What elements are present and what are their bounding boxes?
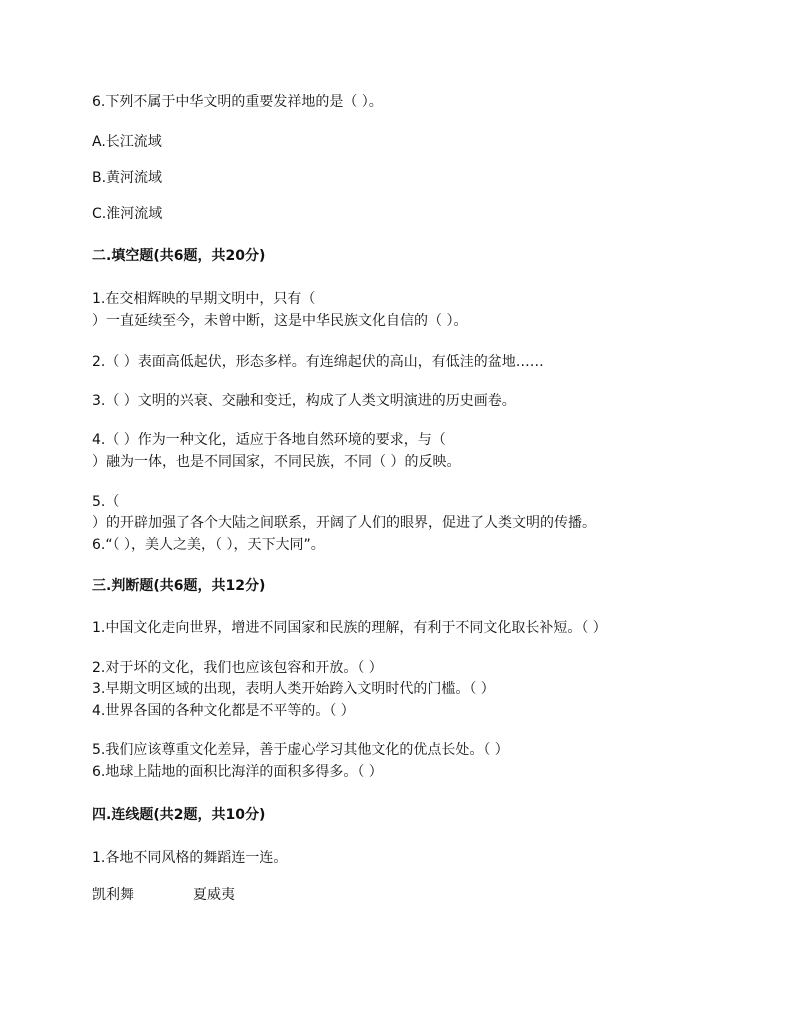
fill-item-3: 3.（ ）文明的兴衰、交融和变迁，构成了人类文明演进的历史画卷。 [92, 393, 516, 409]
mc-option-b: B.黄河流域 [92, 170, 163, 186]
judge-item-6: 6.地球上陆地的面积比海洋的面积多得多。（ ） [92, 764, 383, 780]
fill-item-6: 6.“（ ），美人之美，（ ），天下大同”。 [92, 537, 325, 553]
section-heading-true-false: 三.判断题(共6题，共12分) [92, 578, 266, 594]
fill-item-2: 2.（ ）表面高低起伏，形态多样。有连绵起伏的高山，有低洼的盆地…… [92, 354, 544, 370]
fill-item-5-line-2: ）的开辟加强了各个大陆之间联系，开阔了人们的眼界，促进了人类文明的传播。 [92, 515, 596, 531]
section-heading-fill-in: 二.填空题(共6题，共20分) [92, 248, 266, 264]
mc-option-a: A.长江流域 [92, 134, 162, 150]
matching-right-term: 夏威夷 [193, 887, 235, 903]
fill-item-4-line-1: 4.（ ）作为一种文化，适应于各地自然环境的要求，与（ [92, 432, 446, 448]
judge-item-1: 1.中国文化走向世界，增进不同国家和民族的理解，有利于不同文化取长补短。（ ） [92, 620, 607, 636]
matching-item-1: 1.各地不同风格的舞蹈连一连。 [92, 850, 288, 866]
fill-item-1-line-1: 1.在交相辉映的早期文明中，只有（ [92, 291, 316, 307]
fill-item-5-line-1: 5.（ [92, 494, 120, 510]
fill-item-1-line-2: ）一直延续至今，未曾中断，这是中华民族文化自信的（ ）。 [92, 313, 468, 329]
judge-item-2: 2.对于坏的文化，我们也应该包容和开放。（ ） [92, 660, 383, 676]
judge-item-5: 5.我们应该尊重文化差异，善于虚心学习其他文化的优点长处。（ ） [92, 742, 509, 758]
section-heading-matching: 四.连线题(共2题，共10分) [92, 807, 266, 823]
mc-option-c: C.淮河流域 [92, 206, 163, 222]
matching-left-term: 凯利舞 [92, 887, 134, 903]
judge-item-4: 4.世界各国的各种文化都是不平等的。（ ） [92, 703, 355, 719]
judge-item-3: 3.早期文明区域的出现，表明人类开始跨入文明时代的门槛。（ ） [92, 681, 495, 697]
mc-question-6: 6.下列不属于中华文明的重要发祥地的是（ ）。 [92, 94, 383, 110]
fill-item-4-line-2: ）融为一体，也是不同国家，不同民族，不同（ ）的反映。 [92, 454, 461, 470]
